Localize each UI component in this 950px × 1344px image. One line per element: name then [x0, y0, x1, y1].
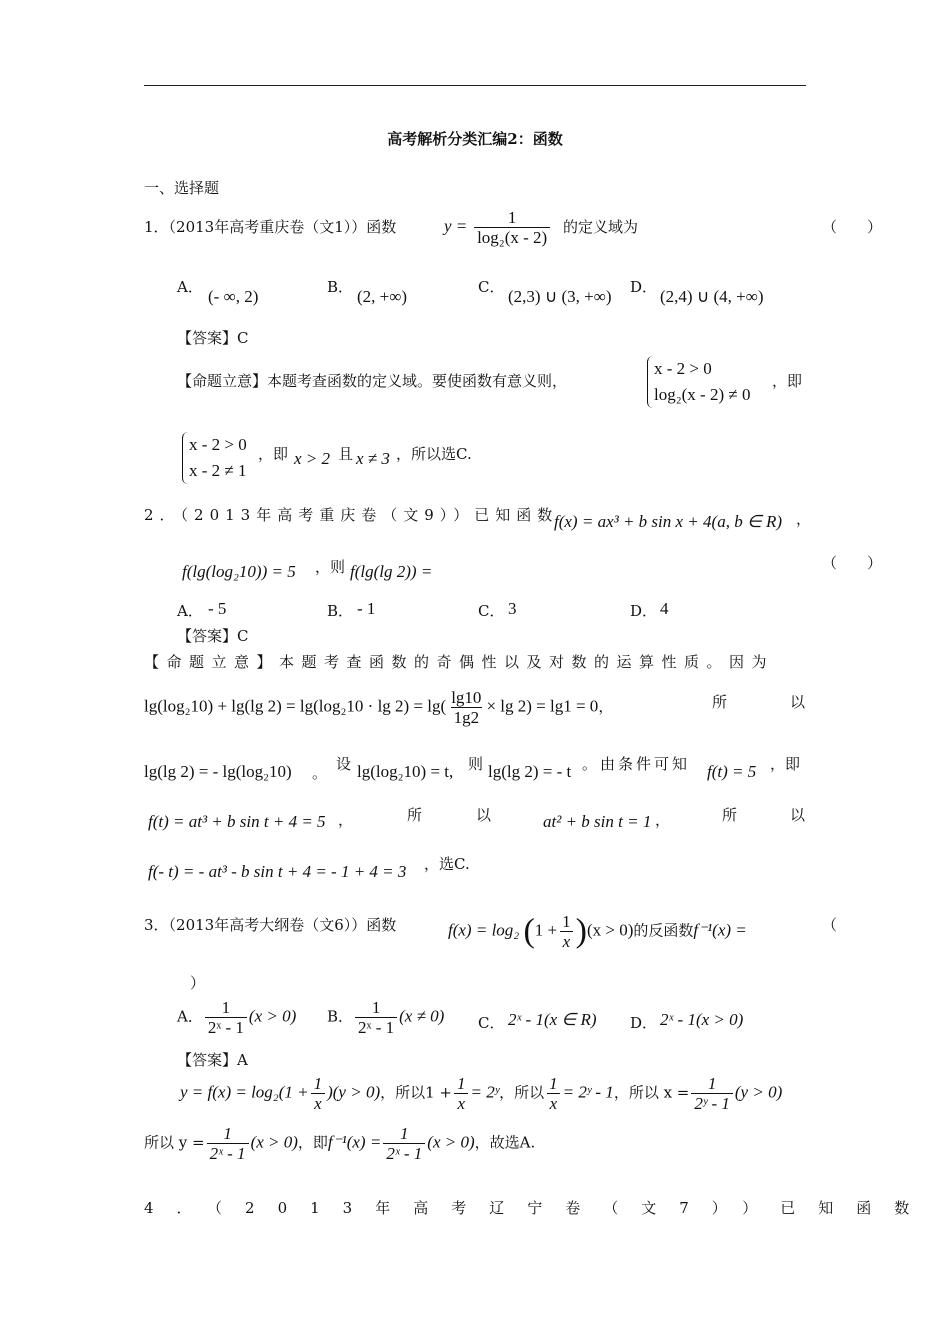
q2-function: f(x) = ax³ + b sin x + 4(a, b ∈ R) — [554, 512, 783, 531]
q2-ask: f(lg(lg 2)) = — [350, 562, 433, 581]
q3-s1-den: x — [311, 1093, 325, 1113]
q3-s1-num: 1 — [313, 1074, 323, 1093]
q3-option-a-den: 2ˣ - 1 — [205, 1017, 247, 1037]
q2-eq1-right: × lg 2) = lg1 = 0 — [486, 696, 599, 716]
q2-she: 设 — [336, 755, 352, 773]
q3-paren-left: ( — [523, 912, 535, 950]
q2-stem: 2．（2013年高考重庆卷（文9））已知函数 — [144, 506, 559, 524]
q3-s1: y = f(x) = log₂(1 + — [180, 1082, 309, 1102]
q3-option-a — [177, 998, 296, 1037]
q3-s4-num: 1 — [707, 1074, 717, 1093]
q1-option-d-label: D． — [630, 278, 658, 296]
q3-option-a-suffix: (x > 0) — [248, 1006, 297, 1026]
q3-s3-fraction — [546, 1074, 561, 1113]
q3-blank-close: ） — [190, 974, 206, 992]
q2-suoyi-2b: 以 — [476, 806, 492, 824]
q2-choose: ，选C. — [424, 855, 470, 873]
q2-suoyi-1a: 所 — [712, 693, 728, 711]
section-heading: 一、选择题 — [144, 179, 220, 197]
q3-s4-fraction — [691, 1074, 733, 1113]
q2-eq1-den: 1g2 — [451, 707, 483, 727]
q2-eq8: f(- t) = - at³ - b sin t + 4 = - 1 + 4 = 3 — [148, 862, 407, 881]
q1-option-c-label: C． — [478, 278, 505, 296]
q3-s4b: (y > 0) — [734, 1082, 783, 1102]
q1-system-1 — [647, 356, 750, 408]
q3-stem: 3．（2013年高考大纲卷（文6））函数 — [144, 916, 397, 934]
q2-option-a: - 5 — [208, 599, 227, 618]
q3-s3-den: x — [547, 1093, 561, 1113]
q2-eq5: f(t) = 5 — [707, 762, 757, 781]
q3-c1: 所以 y = — [144, 1133, 205, 1152]
q2-eq2-period: 。 — [312, 764, 328, 782]
q3-option-b-label: B． — [327, 1007, 354, 1026]
q3-option-b — [327, 998, 444, 1037]
q2-eq1-fraction — [448, 688, 484, 727]
q2-eq1-left: lg(log₂10) + lg(lg 2) = lg(log₂10 · lg 2) = lg( — [144, 696, 447, 716]
q1-system-2-line-2: x - 2 ≠ 1 — [189, 461, 247, 480]
q2-answer: 【答案】C — [177, 627, 249, 645]
q2-eq4: lg(lg 2) = - t — [488, 762, 572, 781]
q4-stem: 4．（2013年高考辽宁卷（文7））已知函数 — [144, 1199, 933, 1217]
q2-eq3: lg(log₂10) = t, — [357, 762, 454, 781]
q2-suoyi-3a: 所 — [722, 806, 738, 824]
q3-option-b-num: 1 — [371, 998, 381, 1017]
q3-c1b: (x > 0) — [250, 1132, 298, 1152]
q1-option-a: (- ∞, 2) — [208, 287, 259, 306]
q2-option-b-label: B． — [327, 602, 354, 620]
page-title: 高考解析分类汇编2：函数 — [387, 130, 563, 148]
q1-func-num: 1 — [507, 208, 517, 227]
q3-s1b: )(y > 0) — [327, 1082, 381, 1102]
q2-condition: f(lg(log₂10)) = 5 — [182, 562, 296, 581]
q3-domain: (x > 0) — [586, 920, 634, 940]
q1-system-2-line-1: x - 2 > 0 — [189, 435, 247, 454]
q3-option-d-label: D． — [630, 1014, 658, 1032]
q1-system-1-brace — [647, 356, 750, 408]
q3-c3: ，故选A. — [474, 1133, 536, 1152]
q2-ze: 则 — [468, 755, 484, 773]
q3-c1-num: 1 — [223, 1124, 232, 1143]
q2-know: 。由条件可知 — [582, 755, 691, 773]
q3-option-a-label: A． — [177, 1007, 203, 1026]
q2-ji: ，即 — [770, 755, 801, 773]
q3-answer: 【答案】A — [177, 1051, 248, 1069]
q3-c2f: f⁻¹(x) = — [327, 1132, 382, 1152]
q2-option-a-label: A． — [177, 602, 203, 620]
q1-ji: ，即 — [258, 445, 289, 463]
q1-func-lhs: y = — [444, 216, 468, 236]
q3-c2-num: 1 — [400, 1124, 409, 1143]
q3-s2-den: x — [454, 1093, 468, 1113]
q1-qie: 且 — [338, 445, 354, 463]
q2-then: ，则 — [315, 558, 346, 576]
q3-c2-fraction — [383, 1124, 425, 1163]
q1-func-fraction — [474, 208, 550, 247]
q1-option-c: (2,3) ∪ (3, +∞) — [508, 287, 612, 306]
q1-cond-2: x ≠ 3 — [356, 449, 390, 468]
q3-option-d: 2ˣ - 1(x > 0) — [660, 1010, 744, 1029]
q1-option-a-label: A． — [177, 278, 203, 296]
q3-s2-fraction — [454, 1074, 469, 1113]
q3-c2: ，即 — [297, 1133, 328, 1152]
q3-inner-a: 1 + — [534, 920, 558, 940]
q3-s3: ，所以 — [499, 1083, 545, 1102]
q3-s3b: = 2ʸ - 1 — [562, 1082, 614, 1102]
q3-s3-num: 1 — [549, 1074, 558, 1093]
q3-option-a-fraction — [205, 998, 247, 1037]
q1-option-b: (2, +∞) — [357, 287, 408, 306]
q3-inner-num: 1 — [562, 912, 571, 931]
q3-c1-den: 2ˣ - 1 — [207, 1143, 249, 1163]
q2-eq1 — [144, 688, 613, 727]
q2-eq2: lg(lg 2) = - lg(log₂10) — [144, 762, 292, 781]
q1-analysis: 【命题立意】本题考查函数的定义域。要使函数有意义则， — [177, 372, 568, 390]
q1-system-1-line-2: log₂(x - 2) ≠ 0 — [654, 385, 751, 404]
q3-c2-den: 2ˣ - 1 — [383, 1143, 425, 1163]
q3-inner-fraction — [559, 912, 574, 951]
q2-eq7-comma: ， — [655, 811, 671, 829]
q3-c2b: (x > 0) — [427, 1132, 475, 1152]
q1-tail: 的定义域为 — [563, 218, 639, 236]
q2-eq6-comma: ， — [338, 811, 354, 829]
q3-paren-right: ) — [575, 912, 587, 950]
q2-suoyi-3b: 以 — [790, 806, 806, 824]
q2-suoyi-1b: 以 — [790, 693, 806, 711]
q2-analysis-head: 【命题立意】本题考查函数的奇偶性以及对数的运算性质。因为 — [144, 653, 775, 671]
q1-system-1-line-1: x - 2 > 0 — [654, 359, 712, 378]
q3-option-b-suffix: (x ≠ 0) — [399, 1006, 445, 1026]
q2-option-c-label: C． — [478, 602, 505, 620]
q1-answer-blank: （ ） — [822, 218, 883, 236]
q1-func-den: log₂(x - 2) — [474, 227, 550, 247]
q3-s2: ，所以1 + — [380, 1083, 453, 1102]
q1-system-2-brace — [182, 432, 247, 484]
q3-s4-den: 2ʸ - 1 — [691, 1093, 733, 1113]
q2-answer-blank: （ ） — [822, 554, 883, 572]
q2-option-c: 3 — [508, 599, 517, 618]
q2-suoyi-2a: 所 — [407, 806, 423, 824]
q2-eq7: at² + b sin t = 1 — [543, 812, 652, 831]
q3-option-c: 2ˣ - 1(x ∈ R) — [508, 1010, 597, 1029]
q2-option-d-label: D． — [630, 602, 658, 620]
q1-cond-1: x > 2 — [294, 449, 331, 468]
q1-option-b-label: B． — [327, 278, 354, 296]
q2-eq6: f(t) = at³ + b sin t + 4 = 5 — [148, 812, 326, 831]
q3-blank-open: （ — [822, 916, 838, 934]
q2-option-d: 4 — [660, 599, 669, 618]
q3-solution-line-1 — [180, 1074, 782, 1113]
q3-function — [448, 912, 747, 951]
q3-s2-num: 1 — [457, 1074, 466, 1093]
q2-eq1-comma: ， — [598, 697, 614, 716]
q1-system-2 — [182, 432, 247, 484]
q2-eq1-num: lg10 — [451, 688, 482, 707]
q1-answer: 【答案】C — [177, 329, 249, 347]
q1-function — [444, 208, 552, 247]
q3-solution-line-2 — [144, 1124, 535, 1163]
q3-inner-den: x — [560, 931, 574, 951]
q3-func: f(x) = log₂ — [448, 920, 520, 940]
q3-s2b: = 2ʸ — [470, 1082, 500, 1102]
q3-option-b-den: 2ˣ - 1 — [355, 1017, 397, 1037]
q2-comma: ， — [796, 510, 812, 528]
q1-analysis-mid: ，即 — [772, 372, 803, 390]
header-rule — [144, 85, 806, 86]
q3-s4: ，所以 x = — [613, 1083, 690, 1102]
q3-s1-fraction — [311, 1074, 326, 1113]
q3-inverse: f⁻¹(x) = — [693, 920, 747, 940]
q1-option-d: (2,4) ∪ (4, +∞) — [660, 287, 764, 306]
q3-c1-fraction — [207, 1124, 249, 1163]
q3-option-c-label: C． — [478, 1014, 505, 1032]
q1-stem: 1．（2013年高考重庆卷（文1））函数 — [144, 218, 397, 236]
q2-option-b: - 1 — [357, 599, 376, 618]
q1-conclusion: ，所以选C. — [396, 445, 472, 463]
q3-option-b-fraction — [355, 998, 397, 1037]
q3-tail: 的反函数 — [633, 921, 694, 940]
q3-option-a-num: 1 — [221, 998, 231, 1017]
